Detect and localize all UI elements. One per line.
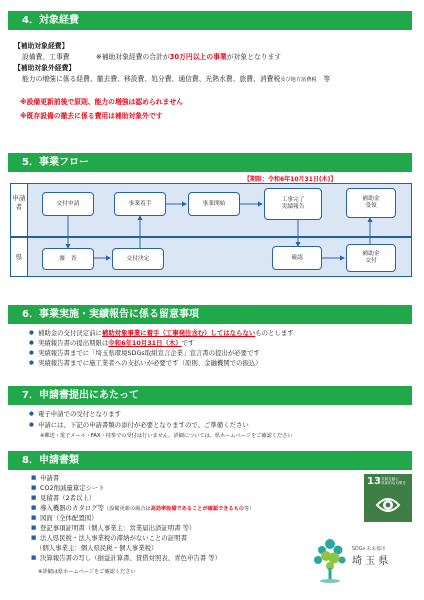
eligible-heading: 【補助対象経費】 [14, 42, 69, 50]
ineligible-items: 能力の増強に係る経費、撤去費、移設費、処分費、通信費、光熱水費、旅費、消費税及び地方消費税 等 [22, 75, 331, 83]
sdgs-city-label: SDGs 未来都市 [352, 547, 386, 552]
submit-note: ※郵送・電子メール・FAX・持参での受付は行いません。詳細については、県ホームページをご確認ください [40, 433, 293, 439]
section-7-header: 7．申請書提出にあたって [8, 386, 412, 405]
warning-capacity: ※設備更新前後で原則、能力の増強は認められません [20, 98, 183, 106]
doc-item-2: ■ CO2削減量算定シート [40, 484, 105, 492]
notice-item-2: ● 実績報告書の提出期限は令和6年10月31日（木）です [38, 339, 194, 347]
doc-item-8: ■ 決算報告書の写し（損益計算書、貸借対照表、青色申告書 等） [40, 554, 221, 562]
sdg-goal-title: 気候変動に 具体的な対策を [381, 477, 407, 486]
doc-item-6: ■ 登記事項証明書（個人事業主：営業届出済証明書 等） [40, 524, 195, 532]
eligible-items: 設備費、工事費 [22, 53, 70, 61]
notice-item-4: ● 実績報告書までに施工業者への支払いが必要です（原則、金融機関での振込） [38, 359, 262, 367]
warning-removal: ※既存設備の撤去に係る費用は補助対象外です [20, 112, 163, 120]
flow-box-confirm: 確認 [272, 246, 322, 270]
flow-box-receive: 補助金 受領 [346, 188, 396, 218]
section-8-header: 8．申請書類 [8, 451, 412, 470]
flow-box-complete: 工事完了 実績報告 [264, 188, 322, 220]
notice-item-3: ● 実績報告書までに「埼玉県環境SDGs取組宣言企業」宣言書の提出が必要です [38, 349, 260, 357]
docs-footnote: ※詳細は県ホームページをご確認ください [38, 569, 136, 575]
notice-item-1: ● 補助金の交付決定前に補助対象事業に着手（工事発注含む）してはならないものとします [38, 329, 294, 337]
eye-globe-icon [375, 492, 401, 518]
flow-box-review: 審 査 [42, 248, 94, 270]
doc-item-5: ■ 図面（全体配置図） [40, 514, 98, 522]
flow-box-start: 事業着手 [114, 192, 166, 216]
doc-item-7-sub: （個人事業主：個人県民税・個人事業税） [36, 544, 158, 552]
deadline-label: 【期限：令和6年10月31日(木)】 [244, 176, 337, 183]
eligible-note: ※補助対象経費の合計が30万円以上の事業が対象となります [96, 53, 282, 61]
ineligible-heading: 【補助対象外経費】 [14, 64, 76, 72]
doc-item-3: ■ 見積書（2者以上） [40, 494, 95, 502]
submit-item-2: ● 申請には、下記の申請書類の添付が必要となりますので、ご準備ください [38, 421, 249, 429]
sdg-goal-number: 13 [367, 476, 381, 487]
lane-label-applicant: 申請者 [12, 194, 26, 211]
doc-item-1: ■ 申請書 [40, 474, 59, 482]
flow-box-decision: 交付決定 [112, 248, 164, 270]
saitama-tree-logo-icon [312, 534, 348, 584]
doc-item-7: ■ 法人県民税・法人事業税の滞納がないことの証明書 [40, 534, 187, 542]
flow-box-apply: 交付申請 [42, 192, 94, 216]
section-4-header: 4．対象経費 [8, 11, 412, 30]
flow-box-begin: 事業開始 [188, 192, 240, 216]
sdg-goal-13-badge [364, 474, 412, 522]
section-5-header: 5．事業フロー [8, 153, 412, 172]
flow-box-grant: 補助金 交付 [346, 244, 396, 272]
saitama-pref-name: 埼 玉 県 [352, 556, 389, 567]
lane-label-prefecture: 県 [15, 253, 23, 261]
section-6-header: 6．事業実施・実績報告に係る留意事項 [8, 305, 412, 324]
doc-item-4: ■ 導入機器のカタログ等（設備更新の場合は高効率設備であることが確認できるもの等） [40, 504, 254, 513]
submit-item-1: ● 電子申請での受付となります [38, 410, 121, 418]
